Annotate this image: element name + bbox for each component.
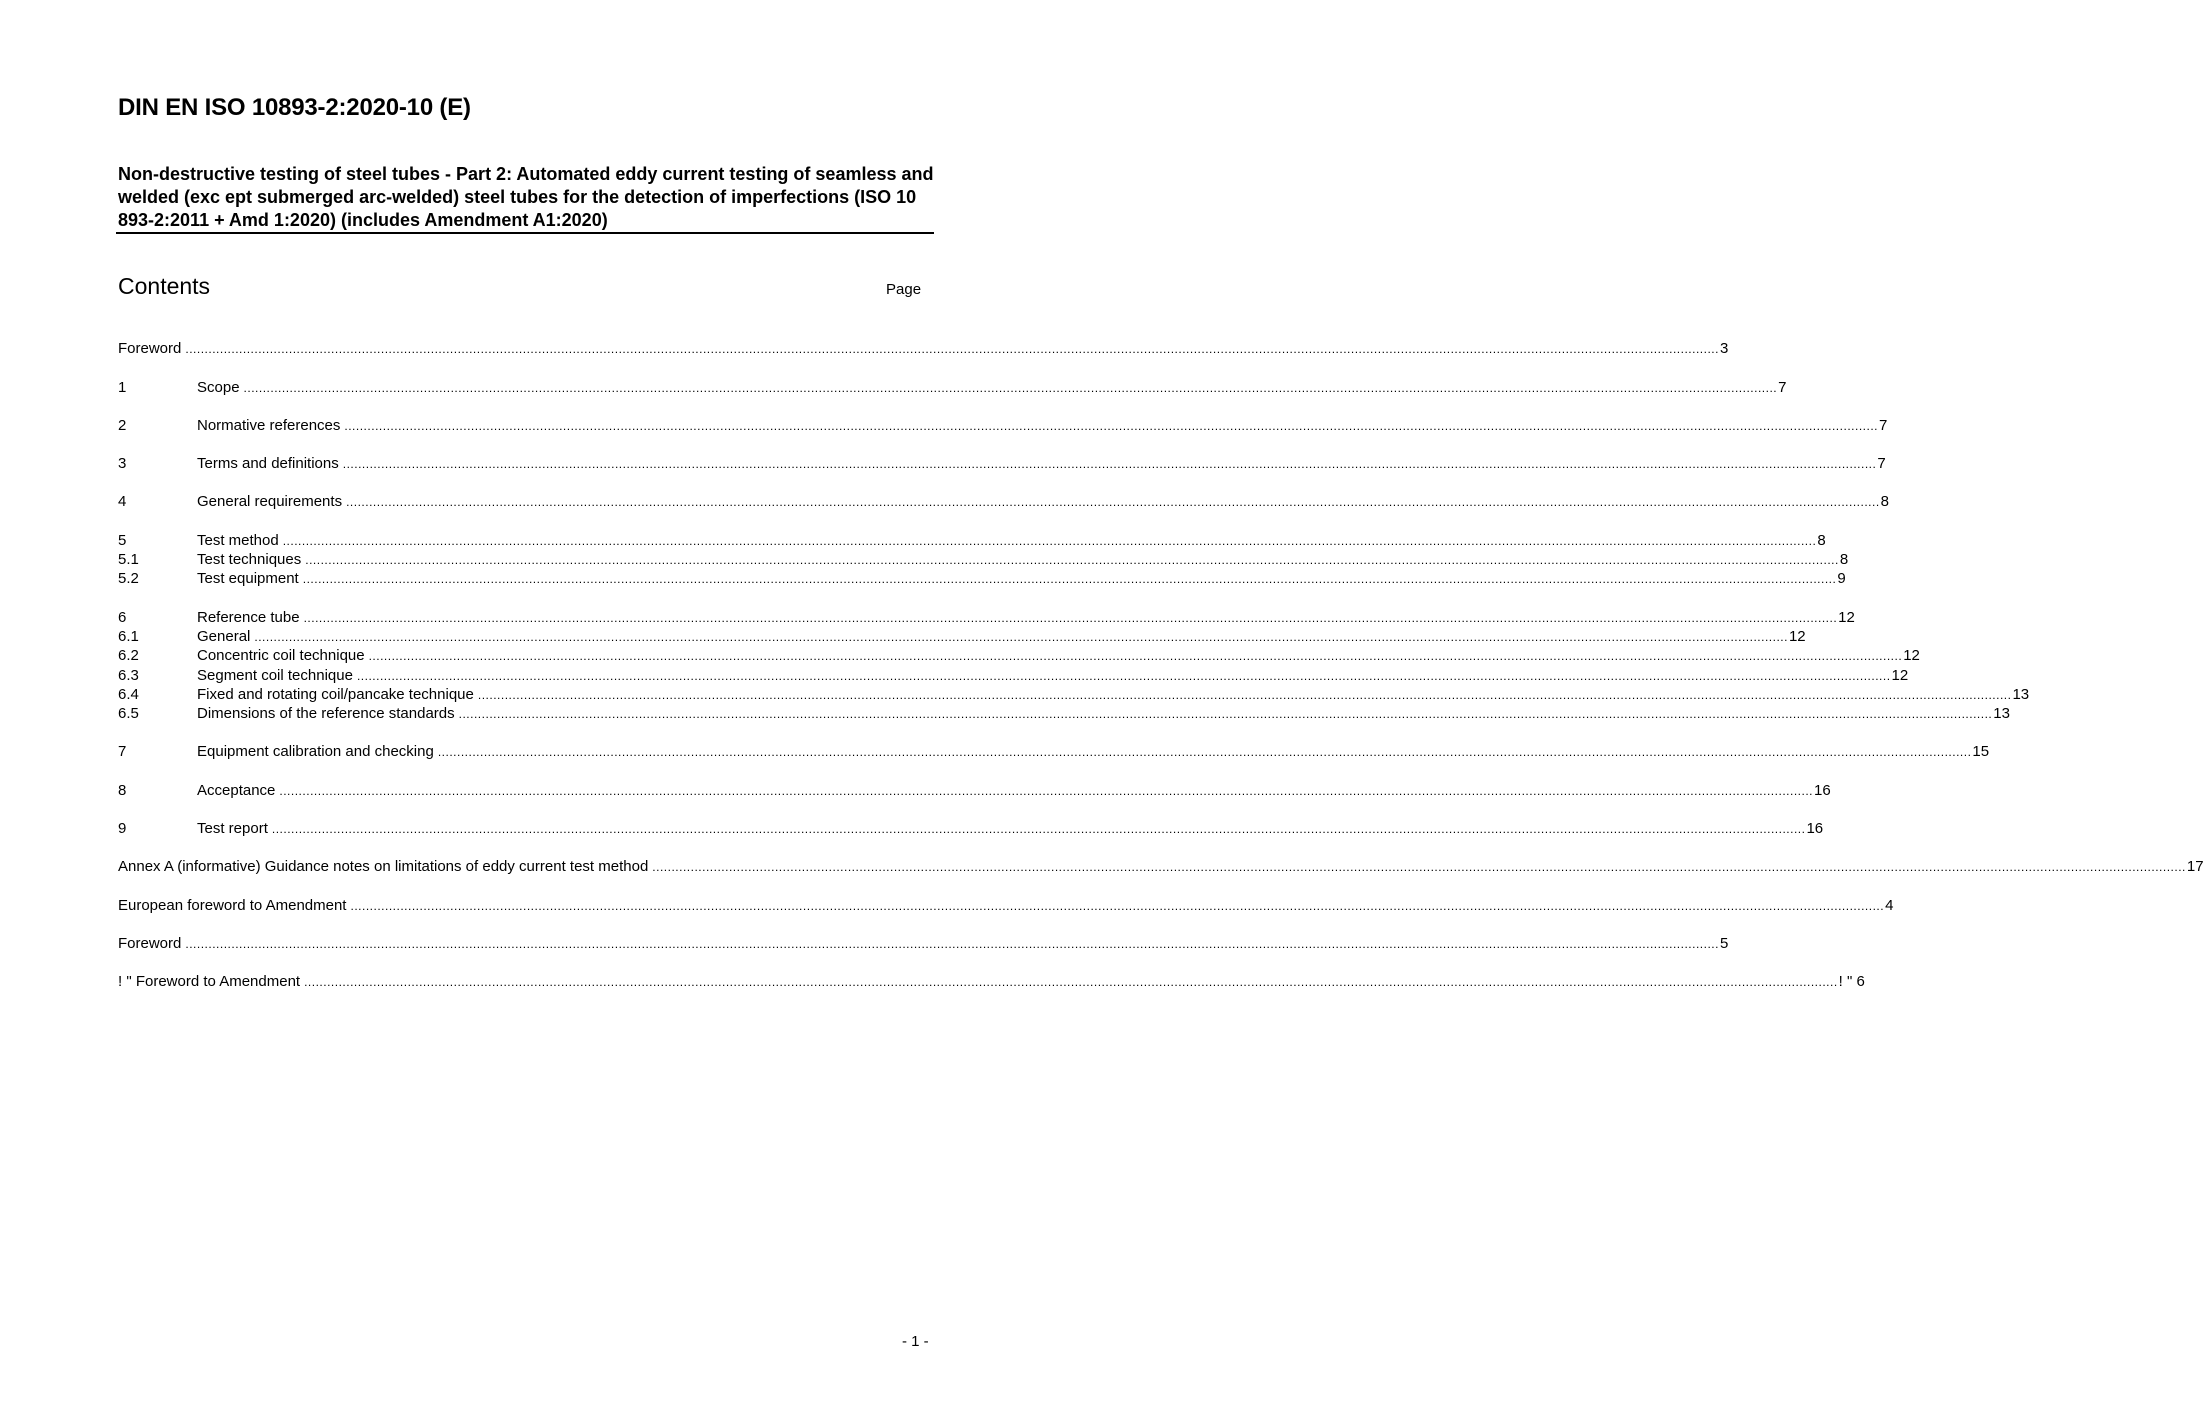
toc-entry-label: Terms and definitions [197,455,343,472]
toc-entry[interactable] [118,894,1894,914]
toc-entry-number: 4 [118,493,197,510]
toc-dot-leader: ................................................................................................................................................................................................................................................................................................................................................................................................................ [185,936,1719,951]
toc-entry[interactable] [118,568,1846,588]
toc-entry[interactable] [118,856,2204,876]
toc-entry[interactable] [118,626,1806,645]
toc-entry-label: General requirements [197,493,346,510]
table-of-contents [118,338,2204,991]
toc-entry-number: 8 [118,782,197,799]
toc-entry-number: 6 [118,609,197,626]
toc-entry-label: Normative references [197,417,344,434]
toc-entry-page: 7 [1878,416,1888,434]
page-number: - 1 - [902,1333,929,1350]
toc-entry[interactable] [118,376,1787,396]
toc-entry-page: 4 [1885,896,1894,914]
toc-entry-number: 7 [118,743,197,760]
toc-entry-number: 5.2 [118,570,197,587]
toc-entry-page: 13 [2012,685,2030,703]
toc-entry[interactable] [118,703,2010,723]
toc-dot-leader: ................................................................................................................................................................................................................................................................................................................................................................................................................ [305,553,1839,568]
toc-dot-leader: ................................................................................................................................................................................................................................................................................................................................................................................................................ [271,822,1806,837]
toc-entry-number: 6.4 [118,686,197,703]
toc-entry[interactable] [118,491,1890,511]
toc-dot-leader: ................................................................................................................................................................................................................................................................................................................................................................................................................ [368,649,1903,664]
toc-entry-number: 6.1 [118,628,197,645]
toc-entry-label: Test report [197,820,272,837]
toc-entry-label: Foreword [118,935,185,952]
title-underline [116,232,934,234]
toc-dot-leader: ................................................................................................................................................................................................................................................................................................................................................................................................................ [254,629,1788,644]
toc-entry-label: Test techniques [197,551,305,568]
toc-dot-leader: ................................................................................................................................................................................................................................................................................................................................................................................................................ [437,745,1972,760]
toc-entry-label: Scope [197,379,244,396]
toc-dot-leader: ................................................................................................................................................................................................................................................................................................................................................................................................................ [302,572,1837,587]
toc-entry[interactable] [118,529,1826,549]
toc-entry-number: 3 [118,455,197,472]
toc-entry-label: European foreword to Amendment [118,897,350,914]
toc-dot-leader: ................................................................................................................................................................................................................................................................................................................................................................................................................ [477,687,2012,702]
document-title: Non-destructive testing of steel tubes - Part 2: Automated eddy current testing of seamless and welded (exc ept submerged arc-welded) steel tubes for the detection of imperfections (ISO 10 893-2:2011 + Amd 1:2020) (includes Amendment A1:2020) [118,164,934,230]
toc-dot-leader: ................................................................................................................................................................................................................................................................................................................................................................................................................ [346,495,1880,510]
toc-entry-label: Equipment calibration and checking [197,743,438,760]
toc-entry-number: 6.3 [118,667,197,684]
toc-entry-page: 12 [1903,647,1920,665]
toc-entry-label: ! " Foreword to Amendment [118,973,304,990]
toc-entry-label: Foreword [118,340,185,357]
toc-entry-number: 9 [118,820,197,837]
toc-entry-label: Fixed and rotating coil/pancake technique [197,686,478,703]
toc-entry-label: Concentric coil technique [197,647,369,664]
toc-entry-label: Acceptance [197,782,279,799]
toc-dot-leader: ................................................................................................................................................................................................................................................................................................................................................................................................................ [344,418,1878,433]
toc-dot-leader: ................................................................................................................................................................................................................................................................................................................................................................................................................ [243,380,1778,395]
toc-dot-leader: ................................................................................................................................................................................................................................................................................................................................................................................................................ [458,707,1993,722]
toc-dot-leader: ................................................................................................................................................................................................................................................................................................................................................................................................................ [342,457,1877,472]
toc-entry-label: Annex A (informative) Guidance notes on limitations of eddy current test method [118,858,652,875]
toc-entry-label: Test equipment [197,570,303,587]
contents-heading: Contents [118,273,211,299]
toc-dot-leader: ................................................................................................................................................................................................................................................................................................................................................................................................................ [304,975,1838,990]
toc-entry-page: 3 [1719,340,1729,358]
toc-entry-page: 15 [1972,743,1990,761]
toc-entry-page: 13 [1993,705,2010,723]
toc-entry-number: 5 [118,532,197,549]
document-id: DIN EN ISO 10893-2:2020-10 (E) [118,94,471,121]
toc-entry[interactable] [118,684,2030,703]
toc-entry[interactable] [118,338,1729,358]
toc-entry[interactable] [118,415,1888,434]
toc-entry-label: Test method [197,532,283,549]
toc-entry-number: 1 [118,379,197,396]
toc-entry[interactable] [118,664,1909,684]
toc-entry-page: 12 [1838,608,1855,626]
toc-dot-leader: ................................................................................................................................................................................................................................................................................................................................................................................................................ [279,783,1813,798]
toc-entry-page: 16 [1806,820,1824,838]
toc-entry-page: 7 [1778,378,1787,396]
toc-entry-page: ! " 6 [1838,973,1865,991]
toc-dot-leader: ................................................................................................................................................................................................................................................................................................................................................................................................................ [303,610,1838,625]
toc-entry-page: 12 [1891,666,1909,684]
toc-entry-page: 8 [1880,493,1890,511]
toc-entry-number: 6.5 [118,705,197,722]
toc-entry-page: 8 [1817,531,1826,549]
toc-dot-leader: ................................................................................................................................................................................................................................................................................................................................................................................................................ [350,898,1885,913]
toc-entry[interactable] [118,606,1855,626]
toc-entry[interactable] [118,933,1729,952]
toc-dot-leader: ................................................................................................................................................................................................................................................................................................................................................................................................................ [282,533,1817,548]
toc-entry[interactable] [118,741,1990,761]
toc-entry-page: 9 [1837,570,1846,588]
toc-entry-label: General [197,628,254,645]
toc-entry-number: 5.1 [118,551,197,568]
toc-entry-number: 6.2 [118,647,197,664]
toc-entry-label: Reference tube [197,609,304,626]
toc-entry[interactable] [118,779,1831,799]
toc-entry[interactable] [118,549,1849,569]
toc-entry-number: 2 [118,417,197,434]
toc-entry-label: Dimensions of the reference standards [197,705,459,722]
toc-dot-leader: ................................................................................................................................................................................................................................................................................................................................................................................................................ [356,668,1891,683]
toc-entry-page: 16 [1813,781,1831,799]
toc-entry-page: 17 [2186,858,2204,876]
toc-entry[interactable] [118,818,1824,838]
page-column-heading: Page [886,281,922,298]
toc-dot-leader: ................................................................................................................................................................................................................................................................................................................................................................................................................ [185,342,1719,357]
toc-entry-page: 8 [1839,551,1849,569]
toc-entry-label: Segment coil technique [197,667,357,684]
toc-entry-page: 5 [1719,934,1729,952]
toc-entry-page: 7 [1877,455,1886,473]
toc-dot-leader: ................................................................................................................................................................................................................................................................................................................................................................................................................ [652,860,2186,875]
toc-entry[interactable] [118,645,1920,665]
toc-entry-page: 12 [1788,627,1806,645]
toc-entry[interactable] [118,971,1865,991]
toc-entry[interactable] [118,453,1886,473]
